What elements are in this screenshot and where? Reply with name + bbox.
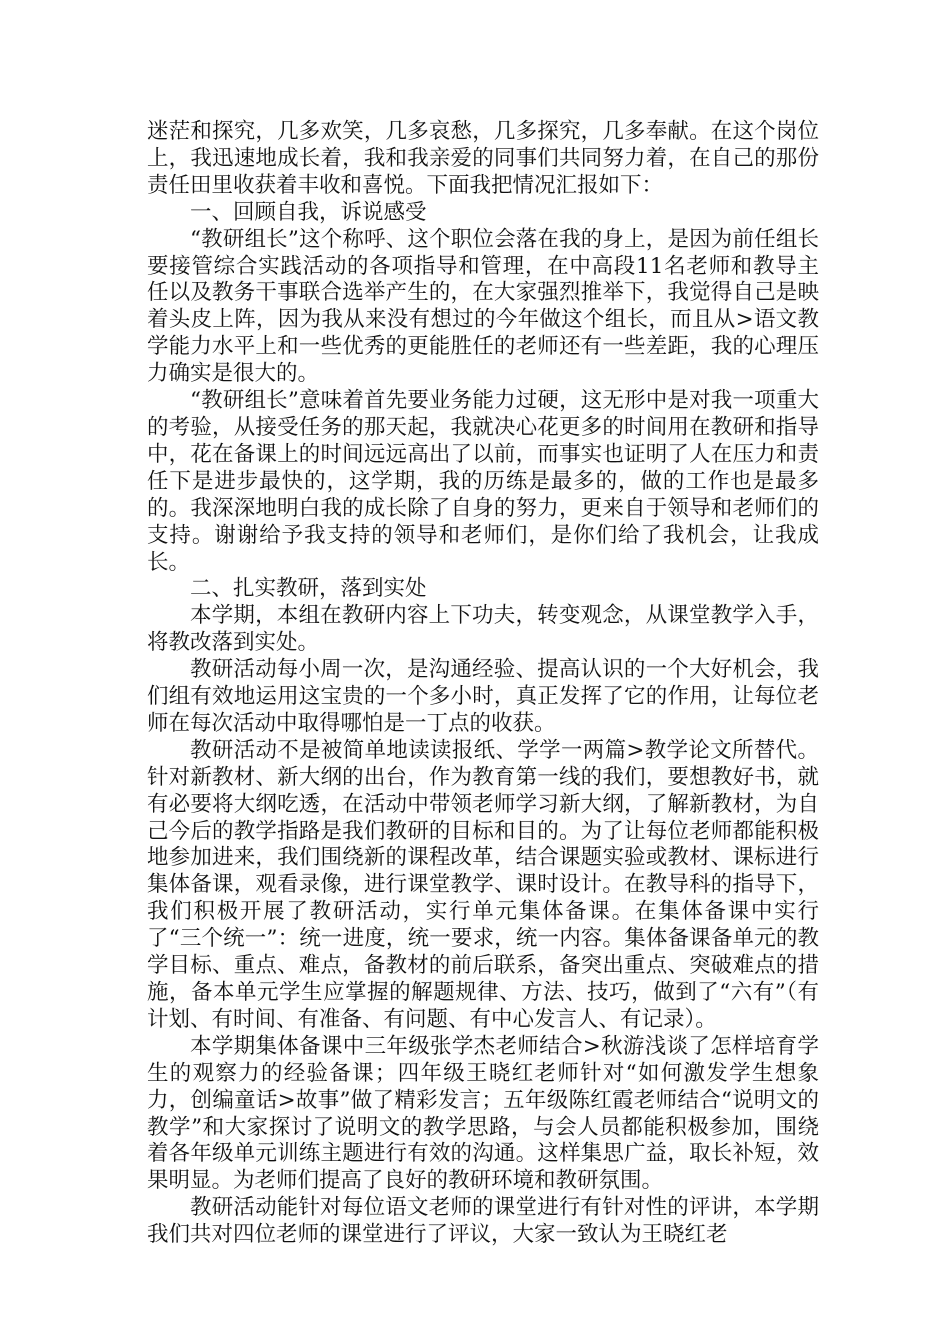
body-paragraph: 本学期集体备课中三年级张学杰老师结合>秋游浅谈了怎样培育学生的观察力的经验备课；四年级王晓红老师针对“如何激发学生想象力，创编童话>故事”做了精彩发言；五年级陈红霞老师结合“说明文的教学”和大家探讨了说明文的教学思路，与会人员都能积极参加，围绕着各年级单元训练主题进行有效的沟通。这样集思广益，取长补短，效果明显。为老师们提高了良好的教研环境和教研氛围。 <box>147 1033 819 1194</box>
body-paragraph: “教研组长”意味着首先要业务能力过硬，这无形中是对我一项重大的考验，从接受任务的那天起，我就决心花更多的时间用在教研和指导中，花在备课上的时间远远高出了以前，而事实也证明了人在压力和责任下是进步最快的，这学期，我的历练是最多的，做的工作也是最多的。我深深地明白我的成长除了自身的努力，更来自于领导和老师们的支持。谢谢给予我支持的领导和老师们，是你们给了我机会，让我成长。 <box>147 388 819 575</box>
body-paragraph: 本学期，本组在教研内容上下功夫，转变观念，从课堂教学入手，将教改落到实处。 <box>147 603 819 656</box>
body-paragraph-intro: 迷茫和探究，几多欢笑，几多哀愁，几多探究，几多奉献。在这个岗位上，我迅速地成长着，我和我亲爱的同事们共同努力着，在自己的那份责任田里收获着丰收和喜悦。下面我把情况汇报如下： <box>147 119 819 198</box>
section-heading-research: 二、扎实教研，落到实处 <box>190 576 427 602</box>
body-paragraph: “教研组长”这个称呼、这个职位会落在我的身上，是因为前任组长要接管综合实践活动的各项指导和管理，在中高段11名老师和教导主任以及教务干事联合选举产生的，在大家强烈推举下，我觉得自己是映着头皮上阵，因为我从来没有想过的今年做这个组长，而且从>语文教学能力水平上和一些优秀的更能胜任的老师还有一些差距，我的心理压力确实是很大的。 <box>147 226 819 387</box>
body-paragraph: 教研活动不是被简单地读读报纸、学学一两篇>教学论文所替代。针对新教材、新大纲的出台，作为教育第一线的我们，要想教好书，就有必要将大纲吃透，在活动中带领老师学习新大纲，了解新教材，为自己今后的教学指路是我们教研的目标和目的。为了让每位老师都能积极地参加进来，我们围绕新的课程改革，结合课题实验或教材、课标进行集体备课，观看录像，进行课堂教学、课时设计。在教导科的指导下，我们积极开展了教研活动，实行单元集体备课。在集体备课中实行了“三个统一”：统一进度，统一要求，统一内容。集体备课备单元的教学目标、重点、难点，备教材的前后联系，备突出重点、突破难点的措施，备本单元学生应掌握的解题规律、方法、技巧，做到了“六有”（有计划、有时间、有准备、有问题、有中心发言人、有记录）。 <box>147 737 819 1032</box>
body-paragraph-truncated: 教研活动能针对每位语文老师的课堂进行有针对性的评讲，本学期我们共对四位老师的课堂进行了评议，大家一致认为王晓红老 <box>147 1195 819 1248</box>
section-heading-review: 一、回顾自我，诉说感受 <box>190 199 427 225</box>
body-paragraph: 教研活动每小周一次，是沟通经验、提高认识的一个大好机会，我们组有效地运用这宝贵的一个多小时，真正发挥了它的作用，让每位老师在每次活动中取得哪怕是一丁点的收获。 <box>147 657 819 736</box>
document-page <box>147 119 819 1249</box>
